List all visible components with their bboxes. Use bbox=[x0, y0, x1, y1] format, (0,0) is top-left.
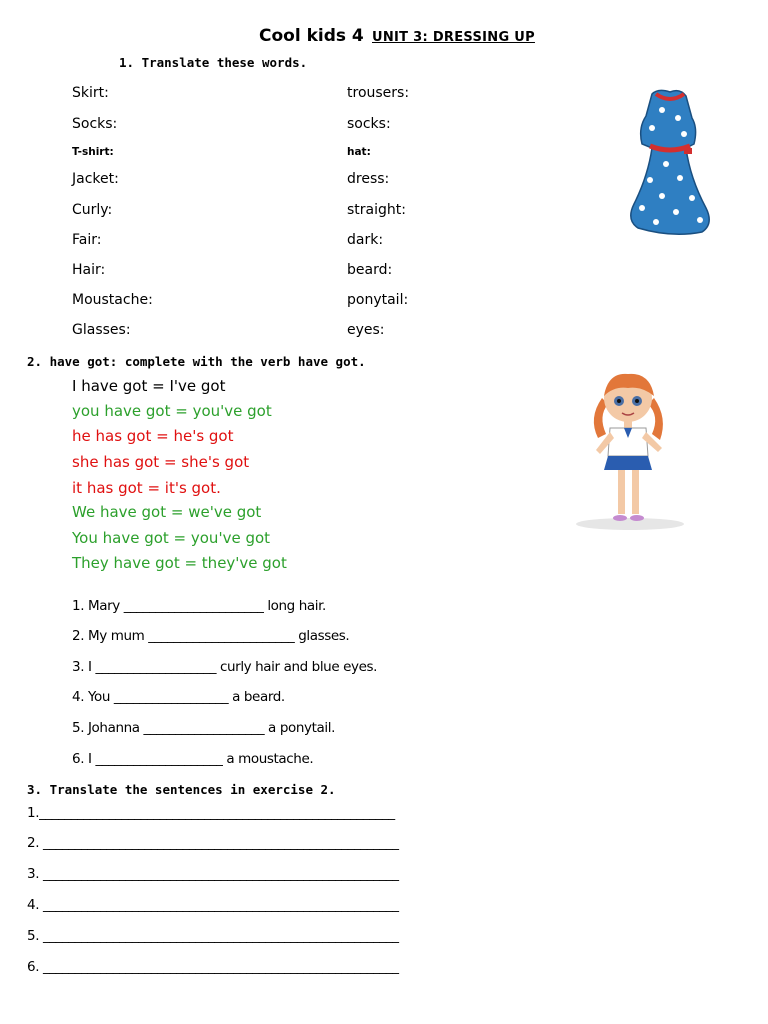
translation-line: 4. ________________________________________________________ bbox=[27, 897, 399, 913]
word-left: Moustache: bbox=[72, 292, 153, 308]
translation-line: 1.________________________________________________________ bbox=[27, 805, 395, 821]
word-right: eyes: bbox=[347, 322, 385, 338]
fill-in-sentence: 3. I ___________________ curly hair and blue eyes. bbox=[72, 659, 378, 675]
dress-illustration bbox=[622, 88, 718, 238]
fill-in-sentence: 6. I ____________________ a moustache. bbox=[72, 751, 314, 767]
word-left: Glasses: bbox=[72, 322, 131, 338]
word-left: T-shirt: bbox=[72, 146, 114, 158]
translation-line: 6. ________________________________________________________ bbox=[27, 959, 399, 975]
word-right: ponytail: bbox=[347, 292, 409, 308]
fill-in-sentence: 2. My mum _______________________ glasses. bbox=[72, 628, 350, 644]
word-right: hat: bbox=[347, 146, 371, 158]
cartoon-girl-illustration bbox=[568, 368, 688, 534]
have-got-rule: They have got = they've got bbox=[72, 554, 287, 572]
fill-in-sentence: 5. Johanna ___________________ a ponytail. bbox=[72, 720, 335, 736]
word-right: straight: bbox=[347, 202, 406, 218]
have-got-rule: I have got = I've got bbox=[72, 377, 226, 395]
fill-in-sentence: 1. Mary ______________________ long hair. bbox=[72, 598, 326, 614]
word-right: beard: bbox=[347, 262, 393, 278]
exercise3-heading: 3. Translate the sentences in exercise 2. bbox=[27, 782, 336, 797]
exercise1-heading: 1. Translate these words. bbox=[119, 55, 308, 70]
word-right: socks: bbox=[347, 116, 391, 132]
word-left: Socks: bbox=[72, 116, 118, 132]
have-got-rule: he has got = he's got bbox=[72, 427, 234, 445]
word-left: Skirt: bbox=[72, 85, 109, 101]
worksheet-title: Cool kids 4 bbox=[259, 26, 364, 46]
word-right: dress: bbox=[347, 171, 390, 187]
word-right: dark: bbox=[347, 232, 384, 248]
have-got-rule: you have got = you've got bbox=[72, 402, 272, 420]
translation-line: 2. ________________________________________________________ bbox=[27, 835, 399, 851]
have-got-rule: We have got = we've got bbox=[72, 503, 262, 521]
translation-line: 3. ________________________________________________________ bbox=[27, 866, 399, 882]
word-right: trousers: bbox=[347, 85, 410, 101]
have-got-rule: You have got = you've got bbox=[72, 529, 271, 547]
have-got-rule: it has got = it's got. bbox=[72, 479, 221, 497]
word-left: Jacket: bbox=[72, 171, 119, 187]
word-left: Curly: bbox=[72, 202, 113, 218]
unit-title: UNIT 3: DRESSING UP bbox=[372, 30, 535, 45]
translation-line: 5. ________________________________________________________ bbox=[27, 928, 399, 944]
exercise2-heading: 2. have got: complete with the verb have got. bbox=[27, 354, 366, 369]
have-got-rule: she has got = she's got bbox=[72, 453, 250, 471]
word-left: Hair: bbox=[72, 262, 106, 278]
word-left: Fair: bbox=[72, 232, 102, 248]
fill-in-sentence: 4. You __________________ a beard. bbox=[72, 689, 285, 705]
